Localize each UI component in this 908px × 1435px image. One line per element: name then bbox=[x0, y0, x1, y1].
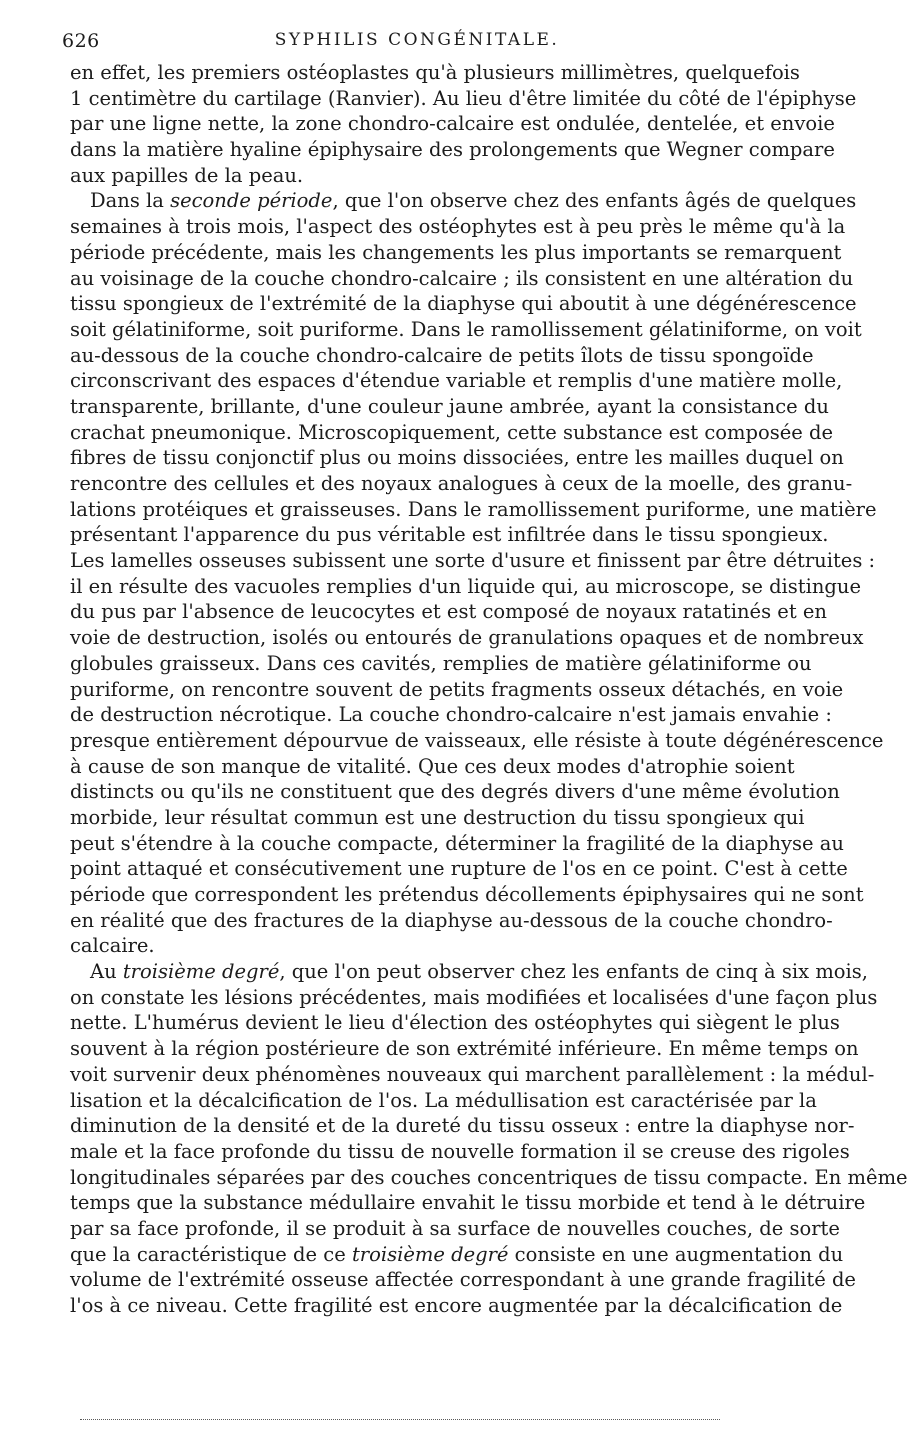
text-line: voit survenir deux phénomènes nouveaux qui marchent parallèlement : la médul- bbox=[70, 1062, 875, 1086]
text-line: male et la face profonde du tissu de nouvelle formation il se creuse des rigoles bbox=[70, 1139, 850, 1163]
text-line: à cause de son manque de vitalité. Que ces deux modes d'atrophie soient bbox=[70, 754, 795, 778]
text-line: dans la matière hyaline épiphysaire des prolongements que Wegner compare bbox=[70, 138, 835, 162]
text-line: crachat pneumonique. Microscopiquement, cette substance est composée de bbox=[70, 420, 834, 444]
text-line: transparente, brillante, d'une couleur jaune ambrée, ayant la consistance du bbox=[70, 394, 829, 418]
text-line: du pus par l'absence de leucocytes et est composé de noyaux ratatinés et en bbox=[70, 600, 827, 624]
text-line: peut s'étendre à la couche compacte, déterminer la fragilité de la diaphyse au bbox=[70, 831, 844, 855]
text-line: souvent à la région postérieure de son extrémité inférieure. En même temps on bbox=[70, 1037, 859, 1061]
text-line: temps que la substance médullaire envahit le tissu morbide et tend à le détruire bbox=[70, 1191, 866, 1215]
text-line: globules graisseux. Dans ces cavités, remplies de matière gélatiniforme ou bbox=[70, 651, 812, 675]
text-line: longitudinales séparées par des couches concentriques de tissu compacte. En même bbox=[70, 1165, 908, 1189]
text-line: en réalité que des fractures de la diaphyse au-dessous de la couche chondro- bbox=[70, 908, 833, 932]
text-line: circonscrivant des espaces d'étendue variable et remplis d'une matière molle, bbox=[70, 369, 843, 393]
text-line: il en résulte des vacuoles remplies d'un liquide qui, au microscope, se distingue bbox=[70, 574, 862, 598]
text-line: Les lamelles osseuses subissent une sorte d'usure et finissent par être détruites : bbox=[70, 549, 876, 573]
text-line: soit gélatiniforme, soit puriforme. Dans le ramollissement gélatiniforme, on voit bbox=[70, 317, 862, 341]
text-line: aux papilles de la peau. bbox=[70, 163, 304, 187]
text-line: au-dessous de la couche chondro-calcaire de petits îlots de tissu spongoïde bbox=[70, 343, 814, 367]
text-line: période précédente, mais les changements les plus importants se remarquent bbox=[70, 240, 842, 264]
text-line: presque entièrement dépourvue de vaisseaux, elle résiste à toute dégénérescence bbox=[70, 728, 884, 752]
text-line: on constate les lésions précédentes, mais modifiées et localisées d'une façon plus bbox=[70, 985, 878, 1009]
body-text bbox=[70, 60, 908, 1319]
text-line: lations protéiques et graisseuses. Dans le ramollissement puriforme, une matière bbox=[70, 497, 877, 521]
text-line: morbide, leur résultat commun est une destruction du tissu spongieux qui bbox=[70, 805, 805, 829]
text-line: puriforme, on rencontre souvent de petits fragments osseux détachés, en voie bbox=[70, 677, 844, 701]
text-line: lisation et la décalcification de l'os. La médullisation est caractérisée par la bbox=[70, 1088, 817, 1112]
text-line: 1 centimètre du cartilage (Ranvier). Au lieu d'être limitée du côté de l'épiphyse bbox=[70, 86, 857, 110]
text-line: Au troisième degré, que l'on peut observer chez les enfants de cinq à six mois, bbox=[90, 960, 868, 984]
text-line: distincts ou qu'ils ne constituent que des degrés divers d'une même évolution bbox=[70, 780, 840, 804]
text-line: calcaire. bbox=[70, 934, 155, 958]
text-line: tissu spongieux de l'extrémité de la diaphyse qui aboutit à une dégénérescence bbox=[70, 292, 857, 316]
text-line: nette. L'humérus devient le lieu d'élection des ostéophytes qui siègent le plus bbox=[70, 1011, 840, 1035]
text-line: l'os à ce niveau. Cette fragilité est encore augmentée par la décalcification de bbox=[70, 1294, 843, 1317]
text-line: en effet, les premiers ostéoplastes qu'à plusieurs millimètres, quelquefois bbox=[70, 61, 800, 84]
running-title: SYPHILIS CONGÉNITALE. bbox=[274, 30, 560, 50]
text-line: Dans la seconde période, que l'on observe chez des enfants âgés de quelques bbox=[90, 189, 857, 213]
text-line: volume de l'extrémité osseuse affectée correspondant à une grande fragilité de bbox=[70, 1268, 856, 1292]
text-line: au voisinage de la couche chondro-calcaire ; ils consistent en une altération du bbox=[70, 266, 854, 290]
text-line: rencontre des cellules et des noyaux analogues à ceux de la moelle, des granu- bbox=[70, 472, 853, 495]
text-line: par une ligne nette, la zone chondro-calcaire est ondulée, dentelée, et envoie bbox=[70, 112, 835, 136]
text-line: de destruction nécrotique. La couche chondro-calcaire n'est jamais envahie : bbox=[70, 703, 832, 727]
text-line: voie de destruction, isolés ou entourés de granulations opaques et de nombreux bbox=[70, 626, 864, 650]
text-line: période que correspondent les prétendus décollements épiphysaires qui ne sont bbox=[70, 883, 864, 906]
text-line: semaines à trois mois, l'aspect des ostéophytes est à peu près le même qu'à la bbox=[70, 215, 846, 239]
page-header bbox=[62, 30, 762, 56]
text-line: point attaqué et consécutivement une rupture de l'os en ce point. C'est à cette bbox=[70, 857, 848, 881]
page-number: 626 bbox=[62, 30, 100, 52]
text-line: par sa face profonde, il se produit à sa surface de nouvelles couches, de sorte bbox=[70, 1216, 840, 1240]
text-line: fibres de tissu conjonctif plus ou moins dissociées, entre les mailles duquel on bbox=[70, 446, 844, 470]
text-line: que la caractéristique de ce troisième degré consiste en une augmentation du bbox=[70, 1242, 844, 1266]
footer-dotted-rule bbox=[80, 1419, 720, 1420]
text-line: présentant l'apparence du pus véritable est infiltrée dans le tissu spongieux. bbox=[70, 523, 829, 547]
text-line: diminution de la densité et de la dureté du tissu osseux : entre la diaphyse nor- bbox=[70, 1114, 855, 1138]
